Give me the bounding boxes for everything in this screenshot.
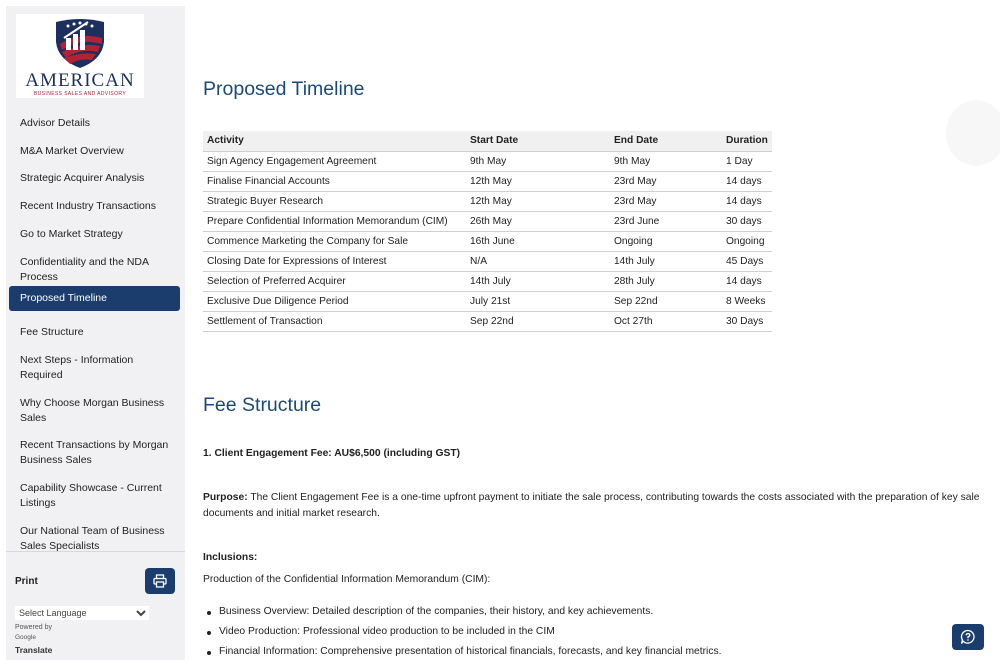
- print-label: Print: [15, 576, 38, 587]
- inclusions-label: Inclusions:: [203, 552, 258, 563]
- bullet-dot: [207, 611, 211, 615]
- logo-subtitle: BUSINESS SALES AND ADVISORY: [33, 91, 127, 97]
- table-row: [203, 312, 772, 332]
- table-cell: Selection of Preferred Acquirer: [203, 272, 466, 292]
- table-row: [203, 151, 772, 171]
- sidebar-item-capability-showcase[interactable]: Capability Showcase - Current Listings: [20, 482, 162, 509]
- language-select[interactable]: [15, 606, 149, 620]
- table-cell: Commence Marketing the Company for Sale: [203, 231, 466, 251]
- table-cell: 14th July: [610, 251, 722, 271]
- table-cell: 16th June: [466, 231, 610, 251]
- table-cell: 1 Day: [722, 151, 772, 171]
- table-cell: Prepare Confidential Information Memorandum (CIM): [203, 211, 466, 231]
- column-header-end-date: End Date: [610, 131, 722, 151]
- help-chat-icon: [960, 629, 976, 645]
- table-cell: Settlement of Transaction: [203, 312, 466, 332]
- table-row: [203, 251, 772, 271]
- sidebar-item-next-steps[interactable]: Next Steps - Information Required: [20, 354, 134, 381]
- list-item: Video Production: Professional video production to be included in the CIM: [219, 626, 555, 637]
- table-cell: Finalise Financial Accounts: [203, 171, 466, 191]
- table-cell: 30 Days: [722, 312, 772, 332]
- table-cell: Sign Agency Engagement Agreement: [203, 151, 466, 171]
- table-cell: Ongoing: [610, 231, 722, 251]
- table-row: [203, 171, 772, 191]
- table-cell: 12th May: [466, 191, 610, 211]
- table-cell: 9th May: [466, 151, 610, 171]
- table-cell: Exclusive Due Diligence Period: [203, 292, 466, 312]
- powered-by-label: Powered by: [15, 624, 52, 631]
- print-button[interactable]: [145, 568, 175, 594]
- timeline-table: [203, 131, 772, 332]
- table-cell: Sep 22nd: [610, 292, 722, 312]
- table-cell: 14 days: [722, 272, 772, 292]
- sidebar-item-fee-structure[interactable]: Fee Structure: [20, 326, 84, 338]
- table-cell: 12th May: [466, 171, 610, 191]
- sidebar-item-nda-process[interactable]: Confidentiality and the NDA Process: [20, 256, 149, 283]
- table-row: [203, 272, 772, 292]
- purpose-paragraph: [203, 490, 983, 522]
- bullet-dot: [207, 651, 211, 655]
- list-item: Financial Information: Comprehensive presentation of historical financials, forecasts, and key financial metrics.: [219, 646, 722, 657]
- bullet-dot: [207, 631, 211, 635]
- logo-wordmark: AMERICAN: [25, 70, 135, 91]
- column-header-start-date: Start Date: [466, 131, 610, 151]
- timeline-title: Proposed Timeline: [203, 78, 365, 100]
- sidebar-item-industry-transactions[interactable]: Recent Industry Transactions: [20, 200, 156, 212]
- list-item: Business Overview: Detailed description of the companies, their history, and key achievements.: [219, 606, 654, 617]
- print-area: [6, 551, 185, 660]
- table-cell: 26th May: [466, 211, 610, 231]
- table-cell: 8 Weeks: [722, 292, 772, 312]
- sidebar-item-advisor-details[interactable]: Advisor Details: [20, 117, 91, 129]
- sidebar-item-market-overview[interactable]: M&A Market Overview: [20, 145, 124, 157]
- sidebar-item-acquirer-analysis[interactable]: Strategic Acquirer Analysis: [20, 172, 145, 184]
- table-cell: 45 Days: [722, 251, 772, 271]
- table-cell: Oct 27th: [610, 312, 722, 332]
- table-header-row: [203, 131, 772, 151]
- table-cell: N/A: [466, 251, 610, 271]
- sidebar-item-go-to-market[interactable]: Go to Market Strategy: [20, 228, 123, 240]
- table-cell: July 21st: [466, 292, 610, 312]
- column-header-activity: Activity: [203, 131, 466, 151]
- sidebar: [6, 6, 185, 660]
- column-header-duration: Duration: [722, 131, 772, 151]
- inclusions-intro: Production of the Confidential Information Memorandum (CIM):: [203, 574, 491, 585]
- sidebar-item-recent-transactions[interactable]: Recent Transactions by Morgan Business Sales: [20, 439, 169, 466]
- google-label: Google: [15, 634, 36, 641]
- client-engagement-fee-heading: 1. Client Engagement Fee: AU$6,500 (including GST): [203, 448, 461, 459]
- table-cell: 9th May: [610, 151, 722, 171]
- table-cell: 23rd May: [610, 171, 722, 191]
- sidebar-item-proposed-timeline[interactable]: Proposed Timeline: [9, 286, 180, 311]
- table-row: [203, 231, 772, 251]
- company-logo[interactable]: [16, 14, 144, 98]
- table-cell: 14 days: [722, 191, 772, 211]
- shield-logo-icon: [52, 18, 108, 70]
- table-cell: 23rd June: [610, 211, 722, 231]
- table-cell: 14 days: [722, 171, 772, 191]
- help-chat-button[interactable]: [952, 624, 984, 650]
- table-cell: 23rd May: [610, 191, 722, 211]
- table-cell: Closing Date for Expressions of Interest: [203, 251, 466, 271]
- fee-structure-title: Fee Structure: [203, 394, 322, 416]
- table-cell: 28th July: [610, 272, 722, 292]
- table-row: [203, 211, 772, 231]
- translate-label: Translate: [15, 645, 53, 655]
- table-row: [203, 191, 772, 211]
- table-cell: 14th July: [466, 272, 610, 292]
- floating-decoration: [946, 100, 1000, 166]
- table-cell: Sep 22nd: [466, 312, 610, 332]
- table-cell: Strategic Buyer Research: [203, 191, 466, 211]
- sidebar-item-why-choose[interactable]: Why Choose Morgan Business Sales: [20, 397, 165, 424]
- sidebar-item-national-team[interactable]: Our National Team of Business Sales Specialists: [20, 525, 165, 552]
- printer-icon: [153, 574, 167, 588]
- purpose-text: The Client Engagement Fee is a one-time upfront payment to initiate the sale process, contributing towards the costs associated with the preparation of key sale documents and initial market research.: [203, 492, 980, 519]
- table-row: [203, 292, 772, 312]
- table-cell: 30 days: [722, 211, 772, 231]
- table-cell: Ongoing: [722, 231, 772, 251]
- purpose-label: Purpose:: [203, 492, 248, 503]
